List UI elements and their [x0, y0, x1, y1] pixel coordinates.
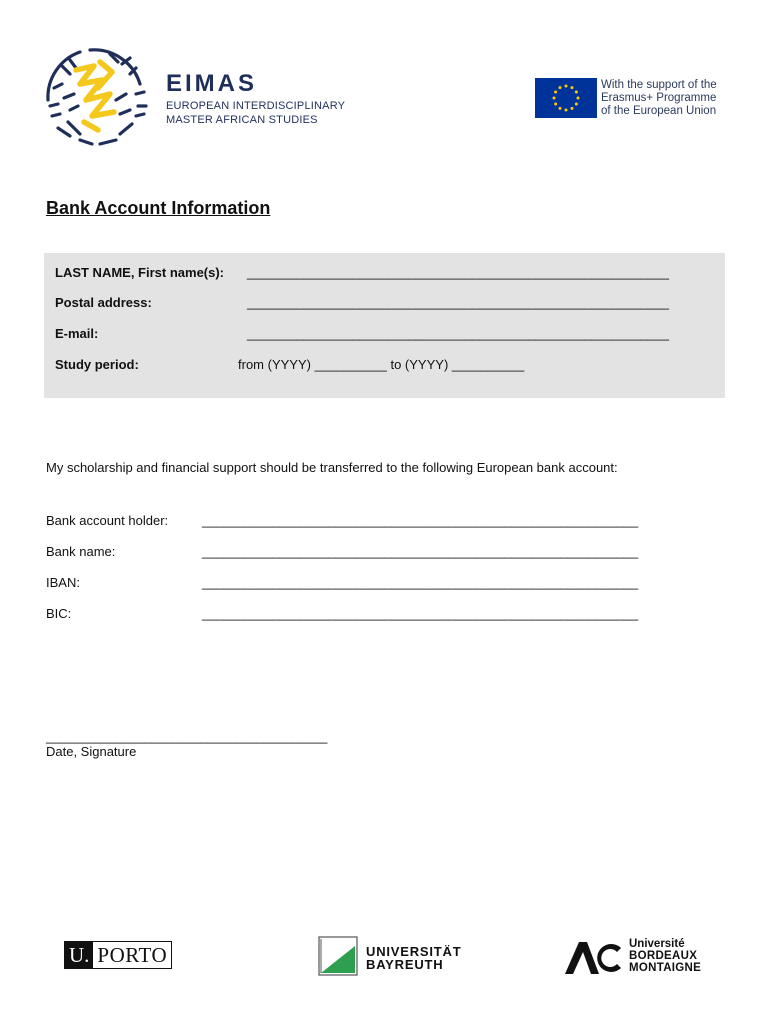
bic-label: BIC:	[46, 606, 72, 621]
bank-account-holder-label: Bank account holder:	[46, 513, 169, 528]
bank-name-field[interactable]: ______________________________________________________________	[202, 544, 638, 559]
eimas-title: EIMAS	[166, 70, 258, 97]
bordeaux-logo-line-3: MONTAIGNE	[629, 962, 702, 974]
eu-star-icon	[571, 107, 574, 110]
eimas-subtitle-line-1: EUROPEAN INTERDISCIPLINARY	[166, 100, 346, 112]
bank-name-label: Bank name:	[46, 544, 116, 559]
study-period-label: Study period:	[55, 357, 139, 372]
bayreuth-logo-line-2: BAYREUTH	[366, 957, 444, 972]
name-label: LAST NAME, First name(s):	[55, 265, 225, 280]
page-title: Bank Account Information	[46, 198, 271, 218]
signature-field[interactable]: ________________________________________	[46, 729, 328, 744]
erasmus-line-3: of the European Union	[601, 105, 717, 117]
bordeaux-montaigne-logo-icon	[563, 938, 625, 976]
eu-flag-icon	[535, 78, 597, 118]
eu-star-icon	[553, 97, 556, 100]
transfer-intro-text: My scholarship and financial support should be transferred to the following European bank account:	[46, 460, 618, 475]
erasmus-line-1: With the support of the	[601, 79, 717, 91]
name-field[interactable]: ____________________________________________________________	[247, 265, 669, 280]
eu-star-icon	[577, 97, 580, 100]
study-period-field[interactable]: from (YYYY) __________ to (YYYY) __________	[238, 357, 525, 372]
eu-star-icon	[559, 107, 562, 110]
eu-star-icon	[571, 86, 574, 89]
eu-star-icon	[559, 86, 562, 89]
bayreuth-logo-icon	[318, 936, 358, 976]
eimas-subtitle-line-2: MASTER AFRICAN STUDIES	[166, 114, 318, 126]
eu-star-icon	[575, 103, 578, 106]
bic-field[interactable]: ______________________________________________________________	[202, 606, 638, 621]
uporto-logo-porto: PORTO	[97, 943, 168, 967]
eu-star-icon	[554, 91, 557, 94]
bordeaux-logo-line-1: Université	[629, 938, 685, 950]
email-label: E-mail:	[55, 326, 99, 341]
uporto-logo	[64, 941, 172, 969]
erasmus-support-text	[601, 79, 717, 118]
email-field[interactable]: ____________________________________________________________	[247, 326, 669, 341]
bordeaux-logo-line-2: BORDEAUX	[629, 950, 698, 962]
bank-account-holder-field[interactable]: ______________________________________________________________	[202, 513, 638, 528]
iban-field[interactable]: ______________________________________________________________	[202, 575, 638, 590]
eu-star-icon	[575, 91, 578, 94]
eu-star-icon	[554, 103, 557, 106]
uporto-logo-u: U.	[65, 942, 93, 968]
eu-star-icon	[565, 109, 568, 112]
eimas-logo-icon	[40, 44, 152, 152]
eu-star-icon	[565, 85, 568, 88]
postal-address-field[interactable]: ____________________________________________________________	[247, 295, 669, 310]
iban-label: IBAN:	[46, 575, 80, 590]
erasmus-line-2: Erasmus+ Programme	[601, 92, 717, 104]
postal-address-label: Postal address:	[55, 295, 152, 310]
bayreuth-logo-line-1: UNIVERSITÄT	[366, 944, 462, 959]
signature-label: Date, Signature	[46, 744, 137, 759]
